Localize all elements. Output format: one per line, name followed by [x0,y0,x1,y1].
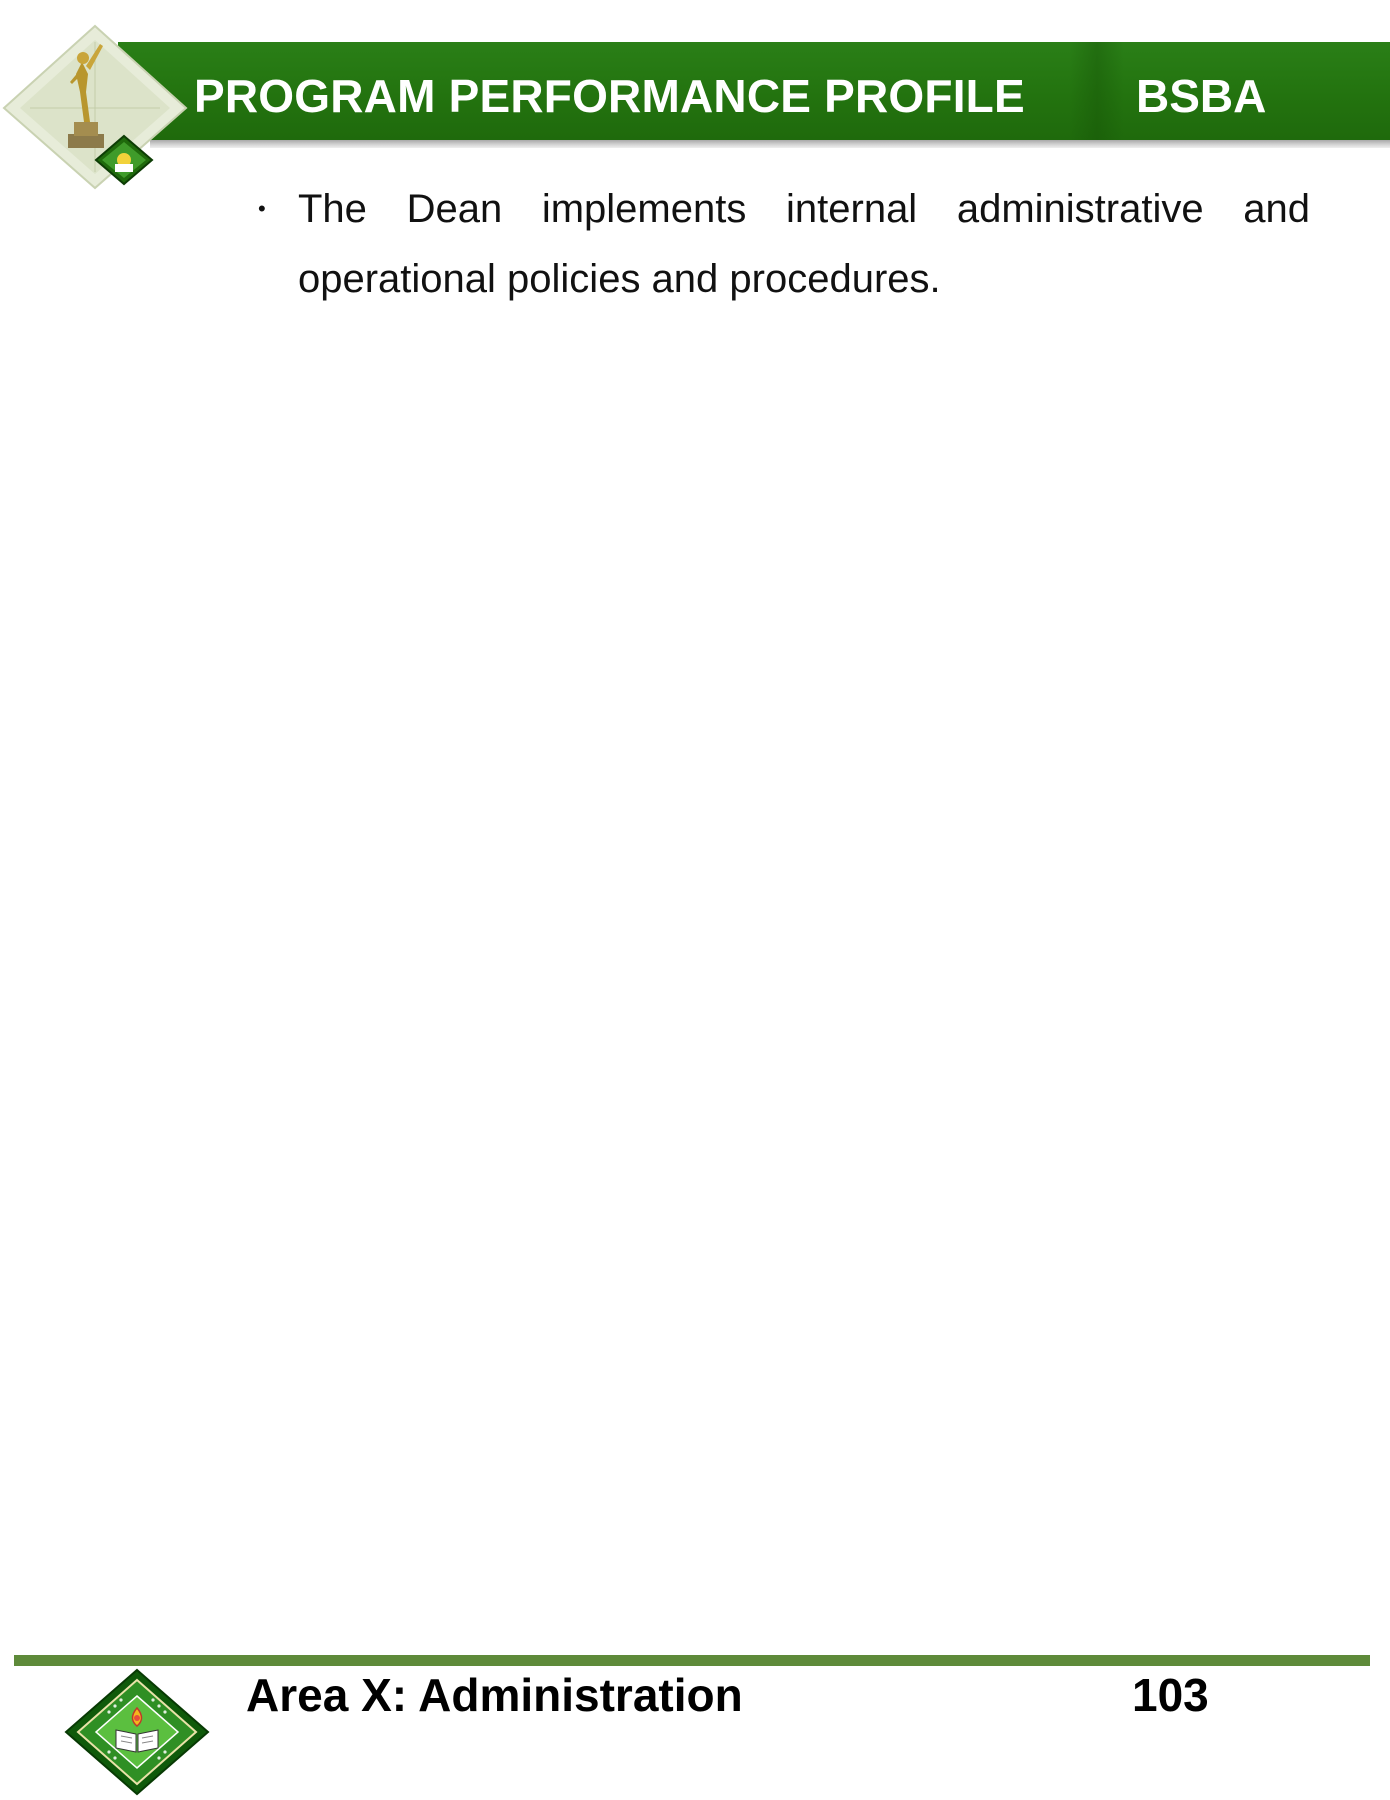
page-number: 103 [1132,1669,1209,1721]
list-item [252,174,1310,314]
bullet-list [252,174,1310,314]
header-bar-shine [1070,42,1124,140]
footer-rule [14,1655,1370,1666]
open-book-icon [116,1730,136,1752]
bullet-icon: • [258,196,266,221]
program-code: BSBA [1136,70,1267,122]
bullet-text: The Dean implements internal administrative and operational policies and procedures. [298,187,1310,301]
footer-area-title: Area X: Administration [246,1669,743,1721]
page-header-title: PROGRAM PERFORMANCE PROFILE [194,70,1025,122]
header-underline [150,140,1390,148]
university-seal-logo [64,1668,210,1796]
university-statue-logo [0,22,190,192]
